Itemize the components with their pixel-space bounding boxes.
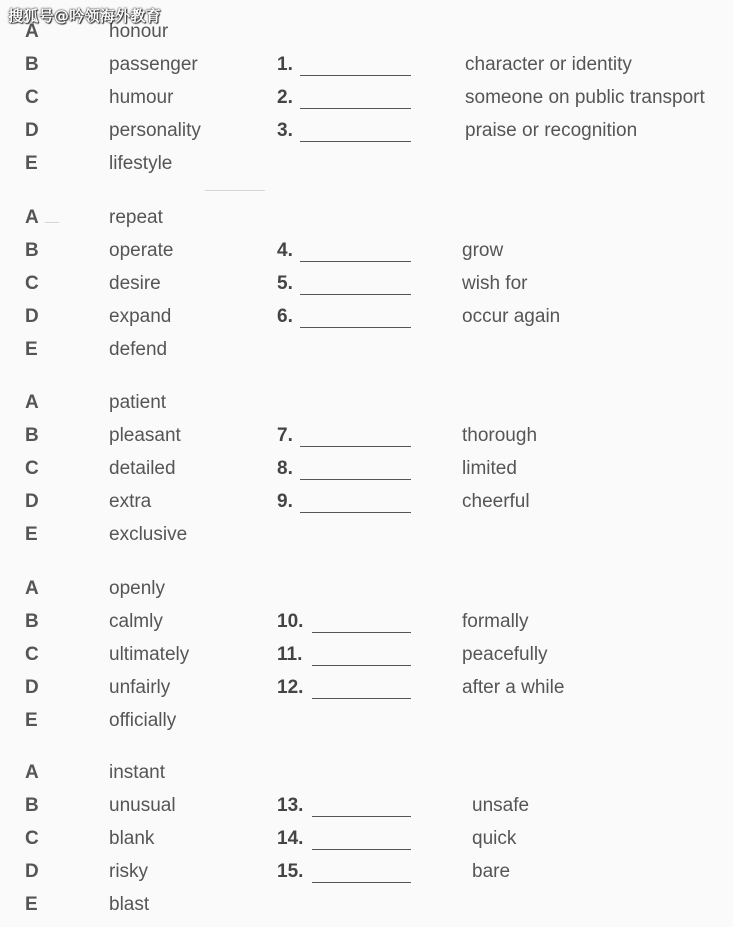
option-word: unfairly — [109, 677, 171, 698]
answer-blank[interactable] — [312, 849, 411, 850]
option-word: repeat — [109, 207, 163, 228]
answer-blank[interactable] — [300, 446, 411, 447]
option-word: blank — [109, 828, 155, 849]
option-word: defend — [109, 339, 168, 360]
definition-text: formally — [462, 611, 529, 632]
option-word: passenger — [109, 54, 198, 75]
option-word: ultimately — [109, 644, 190, 665]
question-number: 13. — [277, 795, 304, 816]
option-word: expand — [109, 306, 172, 327]
option-word: patient — [109, 392, 167, 413]
definition-text: unsafe — [472, 795, 530, 816]
question-number: 2. — [277, 87, 293, 108]
option-letter: D — [25, 306, 39, 327]
option-letter: C — [25, 828, 39, 849]
option-word: detailed — [109, 458, 176, 479]
question-number: 8. — [277, 458, 293, 479]
answer-blank[interactable] — [312, 632, 411, 633]
option-letter: B — [25, 795, 39, 816]
definition-text: someone on public transport — [465, 87, 705, 108]
answer-blank[interactable] — [300, 479, 411, 480]
question-number: 14. — [277, 828, 304, 849]
option-letter: B — [25, 611, 39, 632]
definition-text: occur again — [462, 306, 561, 327]
answer-blank[interactable] — [300, 512, 411, 513]
option-letter: D — [25, 677, 39, 698]
option-letter: E — [25, 153, 38, 174]
question-number: 15. — [277, 861, 304, 882]
option-letter: C — [25, 273, 39, 294]
option-letter: A — [25, 21, 39, 42]
option-word: extra — [109, 491, 152, 512]
definition-text: peacefully — [462, 644, 548, 665]
answer-blank[interactable] — [300, 294, 411, 295]
definition-text: cheerful — [462, 491, 530, 512]
option-letter: C — [25, 644, 39, 665]
option-word: exclusive — [109, 524, 188, 545]
scan-smudge — [45, 222, 59, 223]
definition-text: bare — [472, 861, 511, 882]
answer-blank[interactable] — [300, 141, 411, 142]
option-word: desire — [109, 273, 161, 294]
definition-text: thorough — [462, 425, 538, 446]
option-letter: B — [25, 425, 39, 446]
answer-blank[interactable] — [312, 698, 411, 699]
definition-text: after a while — [462, 677, 565, 698]
option-letter: E — [25, 524, 38, 545]
question-number: 10. — [277, 611, 304, 632]
question-number: 4. — [277, 240, 293, 261]
question-number: 7. — [277, 425, 293, 446]
option-letter: D — [25, 861, 39, 882]
answer-blank[interactable] — [300, 327, 411, 328]
option-letter: A — [25, 578, 39, 599]
option-letter: A — [25, 207, 39, 228]
option-word: pleasant — [109, 425, 181, 446]
answer-blank[interactable] — [300, 75, 411, 76]
option-letter: E — [25, 710, 38, 731]
question-number: 3. — [277, 120, 293, 141]
option-letter: E — [25, 339, 38, 360]
option-word: humour — [109, 87, 174, 108]
question-number: 5. — [277, 273, 293, 294]
option-letter: B — [25, 54, 39, 75]
option-letter: D — [25, 120, 39, 141]
option-word: risky — [109, 861, 149, 882]
answer-blank[interactable] — [300, 108, 411, 109]
answer-blank[interactable] — [312, 665, 411, 666]
definition-text: limited — [462, 458, 517, 479]
option-word: blast — [109, 894, 150, 915]
option-letter: D — [25, 491, 39, 512]
option-word: officially — [109, 710, 177, 731]
answer-blank[interactable] — [312, 816, 411, 817]
option-letter: E — [25, 894, 38, 915]
definition-text: character or identity — [465, 54, 632, 75]
question-number: 12. — [277, 677, 304, 698]
definition-text: quick — [472, 828, 517, 849]
watermark-text: 搜狐号@吟领海外教育 — [8, 7, 162, 25]
definition-text: grow — [462, 240, 504, 261]
option-letter: B — [25, 240, 39, 261]
option-word: lifestyle — [109, 153, 173, 174]
option-word: instant — [109, 762, 165, 783]
option-word: personality — [109, 120, 201, 141]
option-word: calmly — [109, 611, 163, 632]
option-word: unusual — [109, 795, 176, 816]
scan-smudge — [205, 190, 265, 191]
definition-text: wish for — [462, 273, 528, 294]
question-number: 9. — [277, 491, 293, 512]
option-word: openly — [109, 578, 165, 599]
option-letter: A — [25, 762, 39, 783]
option-word: honour — [109, 21, 169, 42]
answer-blank[interactable] — [300, 261, 411, 262]
answer-blank[interactable] — [312, 882, 411, 883]
option-letter: C — [25, 458, 39, 479]
question-number: 6. — [277, 306, 293, 327]
question-number: 1. — [277, 54, 293, 75]
question-number: 11. — [277, 644, 303, 665]
option-letter: C — [25, 87, 39, 108]
option-word: operate — [109, 240, 174, 261]
option-letter: A — [25, 392, 39, 413]
definition-text: praise or recognition — [465, 120, 638, 141]
